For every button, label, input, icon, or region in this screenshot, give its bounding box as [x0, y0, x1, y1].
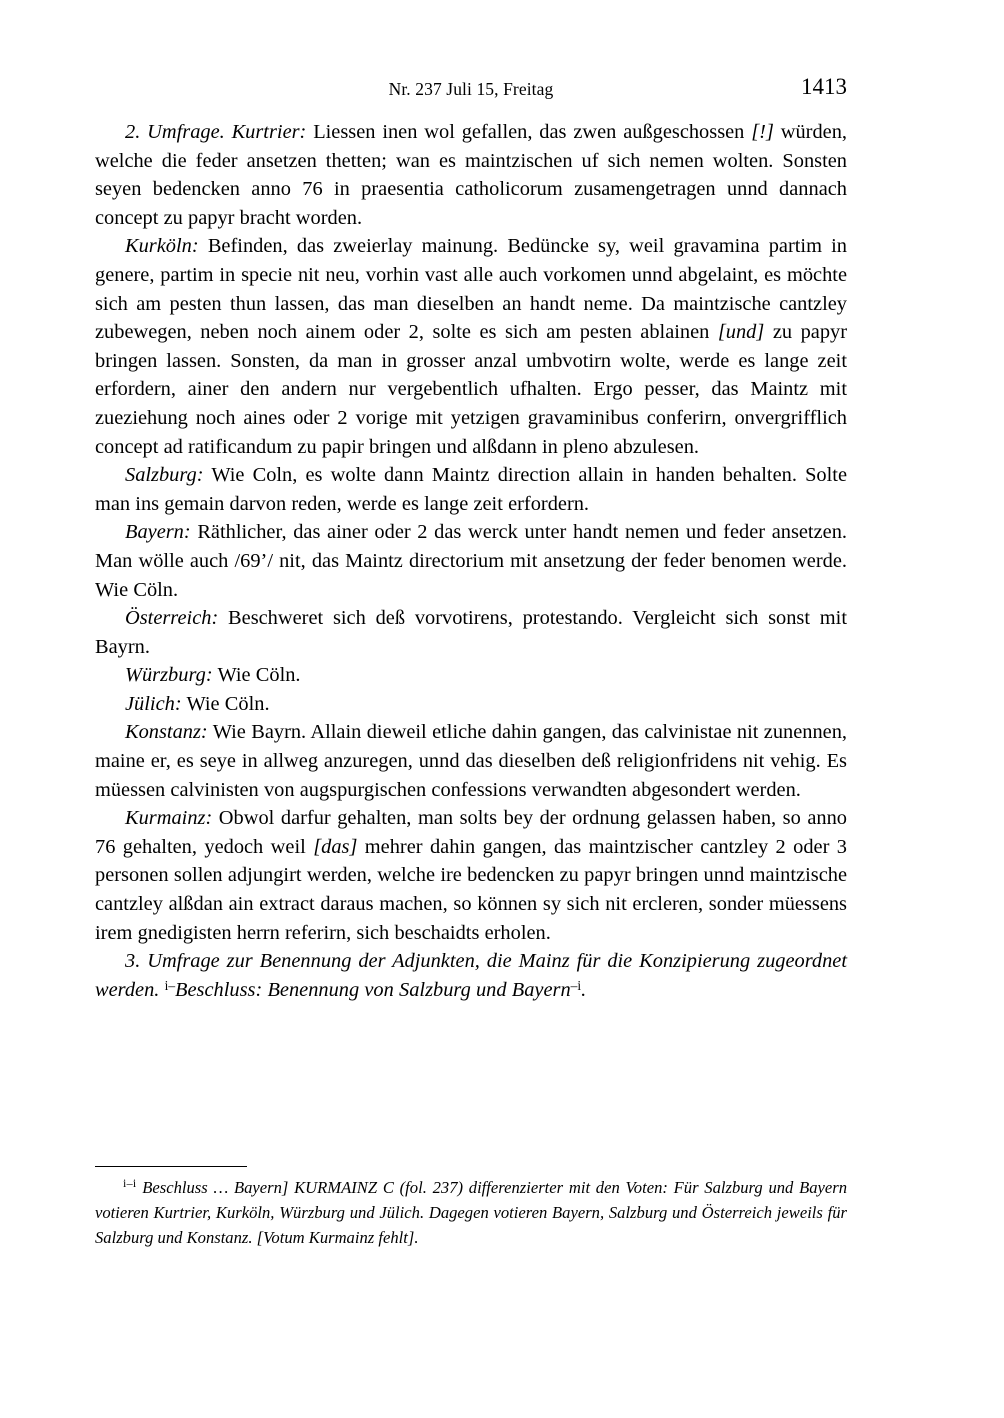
paragraph-text-1: Befinden, das zweierlay mainung. Bedüncke sy, weil gravamina partim in genere, partim in specie nit neu, vorhin vast alle auch vorkomen unnd abgelaint, es möchte sich am pesten thun lassen, das man dieselben an handt neme. Da maintzische cantzley zubewegen, neben noch ainem oder 2, solte es sich am pesten ablainen [95, 235, 847, 344]
paragraph-text-1: Obwol darfur gehalten, man solts bey der ordnung gelassen haben, so anno 76 gehalten, yedoch weil [95, 807, 847, 858]
paragraph-kurmainz [95, 804, 847, 947]
paragraph-bayern [95, 518, 847, 604]
main-text-block [95, 118, 847, 1004]
editorial-mark-sic: [!] [751, 121, 774, 143]
paragraph-kurkoeln [95, 232, 847, 461]
paragraph-text-2: Beschluss: Benennung von Salzburg und Bayern [175, 978, 571, 1001]
speaker-label-kurmainz: Kurmainz: [125, 807, 213, 830]
paragraph-text-2: würden, welche die feder ansetzen thetten; wan es maintzischen uf sich nemen wolten. Sonsten seyen bedencken anno 76 in praesentia catholicorum zusamengetragen unnd dannach concept zu papyr bracht worden. [95, 121, 847, 229]
paragraph-juelich [95, 690, 847, 719]
running-head [95, 76, 847, 102]
paragraph-text-3: . [581, 978, 587, 1001]
paragraph-umfrage-2-kurtrier [95, 118, 847, 232]
speaker-label-oesterreich: Österreich: [125, 607, 219, 630]
footnote-source-siglum: KURMAINZ C [294, 1178, 394, 1197]
paragraph-oesterreich [95, 604, 847, 661]
paragraph-text-1: Wie Bayrn. Allain dieweil etliche dahin gangen, das calvinistae nit zunennen, maine er, es seye in allweg anzuregen, unnd das dieselben deß religionfridens nit vehig. Es müessen calvinisten von augspurgischen confessions verwandten abgesondert werden. [95, 721, 847, 801]
speaker-label-kurkoeln: Kurköln: [125, 235, 199, 258]
speaker-label-bayern: Bayern: [125, 521, 191, 544]
paragraph-konstanz [95, 718, 847, 804]
footnote-entry-i [95, 1175, 847, 1250]
paragraph-text-1: Wie Cöln. [181, 692, 270, 715]
paragraph-umfrage-3 [95, 947, 847, 1004]
paragraph-text-1: Wie Coln, es wolte dann Maintz direction allain in handen behalten. Solte man ins gemain darvon reden, werde es lange zeit erfordern. [95, 464, 847, 515]
editorial-insertion-das: [das] [313, 835, 358, 858]
speaker-label-juelich: Jülich: [125, 692, 182, 715]
paragraph-text-2: zu papyr bringen lassen. Sonsten, da man in grosser anzal umbvotirn wolte, werde es lange zeit erfordern, ainer den andern nur vergebentlich ufhalten. Ergo pesser, das Maintz mit zueziehung noch aines oder 2 vorige mit yetzigen gravaminibus conferirn, onvergrifflich concept ad ratificandum zu papir bringen und alßdann in pleno abzulesen. [95, 321, 847, 458]
speaker-label-kurtrier: 2. Umfrage. Kurtrier: [125, 121, 307, 143]
paragraph-text-1: Wie Cöln. [212, 664, 301, 687]
running-head-title: Nr. 237 Juli 15, Freitag [388, 79, 554, 99]
footnote-lemma: Beschluss … Bayern] [136, 1178, 295, 1197]
paragraph-salzburg [95, 461, 847, 518]
footnote-reference-close-i[interactable]: –i [570, 977, 582, 993]
paragraph-wuerzburg [95, 661, 847, 690]
paragraph-text-1: 3. Umfrage zur Benennung der Adjunkten, die Mainz für die Konzipierung zugeordnet werden. [95, 950, 847, 1001]
footnote-marker-i: i–i [123, 1176, 137, 1191]
speaker-label-konstanz: Konstanz: [125, 721, 208, 744]
paragraph-text-2: mehrer dahin gangen, das maintzischer cantzley 2 oder 3 personen sollen adjungirt werden, welche ire bedencken zu papyr bringen unnd maintzische cantzley alßdan ain extract daraus machen, so können sy sich nit ercleren, sonder müessens irem gnedigisten herrn referirn, sich beschaidts erholen. [95, 835, 847, 944]
paragraph-text-1: Liessen inen wol gefallen, das zwen außgeschossen [306, 121, 752, 143]
footnote-separator-rule [95, 1166, 247, 1167]
footnote-reference-open-i[interactable]: i– [164, 977, 176, 993]
paragraph-text-1: Räthlicher, das ainer oder 2 das werck unter handt nemen und feder ansetzen. Man wölle auch /69’/ nit, das Maintz directorium mit ansetzung der feder benomen werde. Wie Cöln. [95, 521, 847, 601]
editorial-insertion-und: [und] [717, 321, 765, 344]
page-number: 1413 [801, 74, 847, 99]
paragraph-text-1: Beschweret sich deß vorvotirens, protestando. Vergleicht sich sonst mit Bayrn. [95, 607, 847, 658]
speaker-label-salzburg: Salzburg: [125, 464, 204, 487]
speaker-label-wuerzburg: Würzburg: [125, 664, 213, 687]
footnote-text: (fol. 237) differenzierter mit den Voten: Für Salzburg und Bayern votieren Kurtrier, Kurköln, Würzburg und Jülich. Dagegen votieren Bayern, Salzburg und Österreich jeweils für Salzburg und Konstanz. [Votum Kurmainz fehlt]. [95, 1178, 848, 1247]
footnote-apparatus [95, 1166, 847, 1250]
